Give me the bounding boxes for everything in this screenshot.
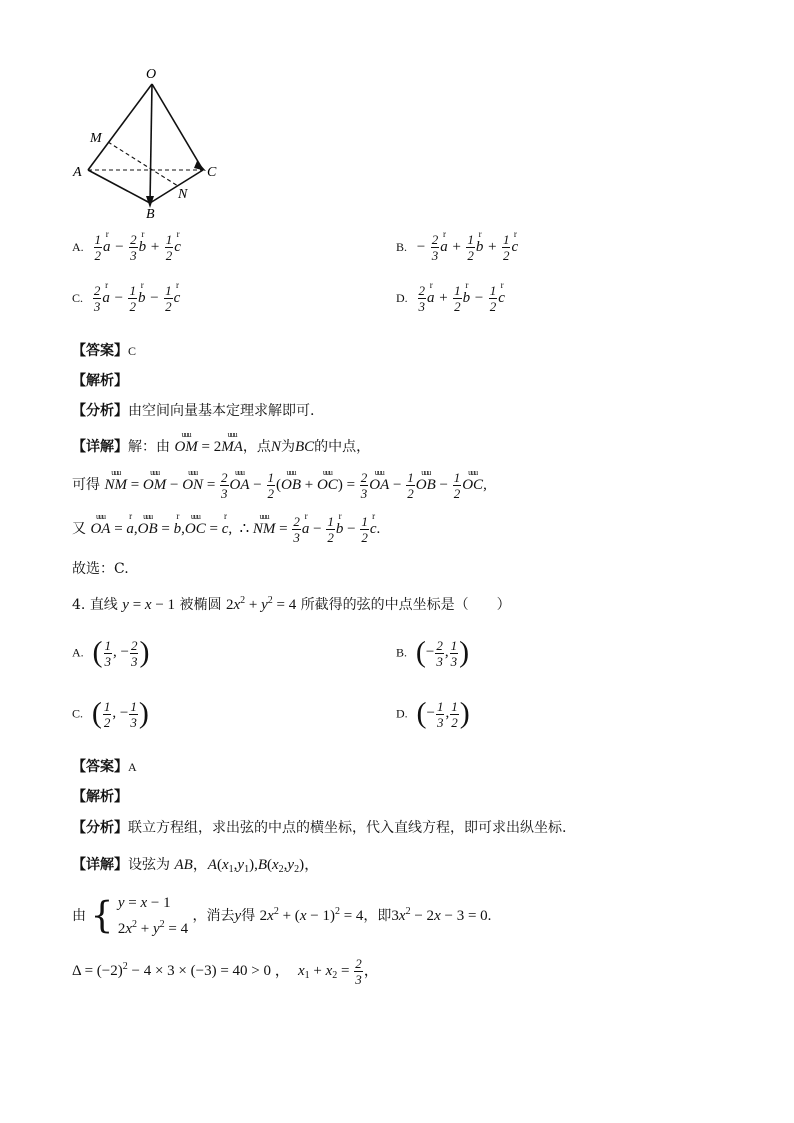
q4-xiangjie-line1 [72, 853, 319, 875]
q4-xiangjie-line2: 由 { y = x − 1 $2x^2 + y^2 = 4$ ，消去y得 $2x^2 + (x - 1)^2 = 4$，即$3x^2 - 2x - 3 = 0$. [72, 892, 491, 940]
q3-option-d-expr: $\frac{2}{3}$ r a + $\frac{1}{2}$ r b − $\frac{1}{2}$ r c [413, 290, 505, 306]
q4-option-d-expr: (− $\frac{1}{3}$ , $\frac{1}{2}$ ) [416, 697, 470, 730]
q4-sum-roots: $x_1 + x_2$ = $\frac{2}{3}$ ， [294, 956, 379, 987]
q4-xiaoqu: ，消去 [192, 908, 235, 924]
edge-OB [150, 84, 152, 203]
q4-num: 4. [72, 597, 86, 613]
edge-OC [152, 84, 203, 170]
label-A: A [73, 165, 82, 180]
q3-analysis-tag: 【解析】 [72, 373, 128, 389]
q3-option-b [396, 232, 518, 263]
q3-answer-tag: 【答案】 [72, 343, 128, 359]
label-O: O [146, 67, 157, 82]
q3-option-a [72, 232, 181, 263]
q4-option-c-expr: ( $\frac{1}{2}$ , − $\frac{1}{3}$ ) [91, 697, 149, 730]
q3-xiangjie-line2 [72, 470, 487, 501]
q3-option-d [396, 283, 505, 314]
q4-xiangjie-tag: 【详解】 [72, 857, 128, 873]
q3-xiangjie-mid: ，点 [242, 439, 271, 455]
q3-option-c-expr: $\frac{2}{3}$ r a − $\frac{1}{2}$ r b − $\frac{1}{2}$ r c [88, 290, 180, 306]
tetrahedron-figure [70, 60, 230, 225]
q4-eq-sub: $2x^2 + (x - 1)^2 = 4$ [259, 906, 364, 924]
q3-option-a-letter: A. [72, 239, 84, 254]
q4-stem [72, 594, 511, 614]
segment-MN-dashed [108, 142, 178, 186]
label-M: M [90, 131, 102, 146]
q4-fenxi-tag: 【分析】 [72, 820, 128, 836]
q4-option-d-letter: D. [396, 706, 408, 721]
q4-fenxi-text: 联立方程组，求出弦的中点的横坐标，代入直线方程，即可求出纵坐标. [128, 820, 567, 836]
q4-ji: ，即 [363, 908, 392, 924]
q4-discriminant: $\Delta = (-2)^2 - 4 \times 3 \times (-3) = 40 > 0$ ， [72, 960, 290, 979]
q4-answer-value: A [128, 760, 137, 774]
edge-AB [88, 170, 150, 203]
q4-stem-c: 所截得的弦的中点坐标是（ ） [300, 597, 511, 613]
q4-xiangjie-line3 [72, 956, 379, 987]
q4-option-c [72, 697, 149, 731]
q4-option-a-expr: ( $\frac{1}{3}$ , − $\frac{2}{3}$ ) [92, 636, 150, 669]
q3-answer-value: C [128, 344, 137, 358]
q4-line-eq: y = x − 1 [122, 597, 176, 613]
q4-answer-tag: 【答案】 [72, 759, 128, 775]
q4-stem-b: 被椭圆 [179, 597, 222, 613]
q4-option-b [396, 636, 469, 670]
q3-answer [72, 340, 136, 360]
q4-chord-points: AB，$A(x_1,y_1),B(x_2,y_2)$， [174, 857, 320, 875]
q3-eq-om-ma: uuu OM = 2uuu MA [174, 439, 242, 455]
label-B: B [146, 207, 155, 222]
q4-option-b-letter: B. [396, 645, 408, 660]
q4-system: { y = x − 1 $2x^2 + y^2 = 4$ [90, 895, 189, 937]
q3-wei: 为 [280, 439, 295, 455]
q3-xiangjie-tag: 【详解】 [72, 439, 128, 455]
q3-xiangjie-tail: 的中点， [314, 439, 371, 455]
q3-option-d-letter: D. [396, 290, 408, 305]
q3-xiangjie-lead: 解：由 [128, 439, 170, 455]
q3-option-a-expr: $\frac{1}{2}$ r a − $\frac{2}{3}$ r b + $\frac{1}{2}$ r c [89, 239, 181, 255]
label-C: C [207, 165, 217, 180]
q4-answer [72, 756, 137, 776]
label-N: N [178, 187, 188, 202]
q4-eq-quad: $3x^2 - 2x - 3 = 0$. [391, 906, 492, 924]
q3-eq-nm: uuu NM = uuu OM − uuu ON = $\frac{2}{3}$ uuu OA − $\frac{1}{2}$ (uuu OB + uuu OC) = $\frac{2}{3}$ uuu OA − $\frac{1}{2}$ uuu OB − $\frac{1}{2}$ uuu OC, [104, 477, 486, 493]
q4-fenxi [72, 817, 566, 837]
q3-fenxi-tag: 【分析】 [72, 403, 128, 419]
q3-you: 又 [72, 520, 86, 537]
q3-kede: 可得 [72, 476, 100, 493]
q4-you: 由 [72, 908, 86, 924]
q3-option-b-letter: B. [396, 239, 408, 254]
q4-xiangjie-lead: 设弦为 [128, 857, 170, 873]
q3-xiangjie-line3 [72, 514, 380, 545]
q3-guxuan: 故选：C. [72, 561, 129, 577]
q4-option-a [72, 636, 149, 670]
q4-option-d [396, 697, 470, 731]
q4-stem-a: 直线 [89, 597, 118, 613]
q3-option-c-letter: C. [72, 290, 84, 305]
q4-ellipse-eq: $2x^2 + y^2 = 4$ [225, 595, 297, 613]
edge-BC [150, 170, 203, 203]
q3-fenxi [72, 400, 314, 420]
q4-analysis-tag: 【解析】 [72, 789, 128, 805]
q3-fenxi-text: 由空间向量基本定理求解即可. [128, 403, 315, 419]
q4-option-c-letter: C. [72, 706, 84, 721]
q3-option-c [72, 283, 180, 314]
q3-xiangjie-line1: 【详解】解：由 uuu OM = 2uuu MA，点N为BC的中点， [72, 436, 370, 456]
edge-OA [88, 84, 152, 170]
q4-de: 得 [241, 908, 256, 924]
q4-option-a-letter: A. [72, 645, 84, 660]
q4-option-b-expr: (− $\frac{2}{3}$ , $\frac{1}{3}$ ) [415, 636, 470, 669]
q3-option-b-expr: − $\frac{2}{3}$ r a + $\frac{1}{2}$ r b + $\frac{1}{2}$ r c [412, 239, 518, 255]
q3-eq-basis: uuu OA = r a,uuu OB = r b,uuu OC = r c, ∴ uuu NM = $\frac{2}{3}$ r a − $\frac{1}{2}$ r b − $\frac{1}{2}$ r c. [90, 521, 380, 537]
